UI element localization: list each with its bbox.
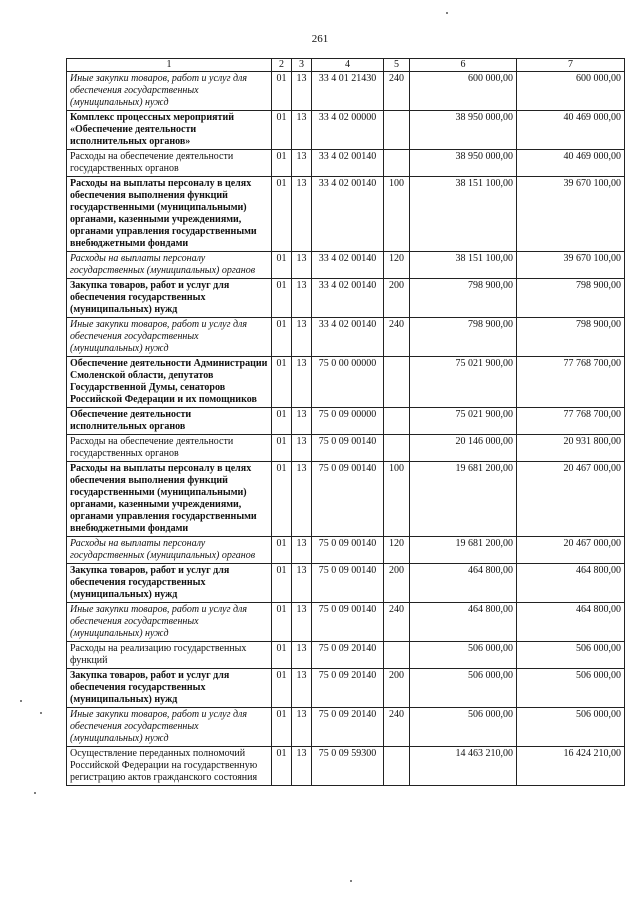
table-row [67, 279, 625, 318]
row-amount-year2: 40 469 000,00 [517, 111, 625, 150]
row-target-article: 33 4 02 00140 [312, 177, 384, 252]
row-amount-year2: 20 931 800,00 [517, 435, 625, 462]
row-amount-year1: 464 800,00 [410, 603, 517, 642]
row-subsection-code: 13 [292, 564, 312, 603]
column-header: 6 [410, 59, 517, 72]
budget-table [66, 58, 625, 786]
row-section-code: 01 [272, 252, 292, 279]
row-target-article: 75 0 09 00140 [312, 537, 384, 564]
row-amount-year2: 798 900,00 [517, 279, 625, 318]
row-expense-type: 200 [384, 669, 410, 708]
row-name: Иные закупки товаров, работ и услуг для обеспечения государственных (муниципальных) нужд [67, 708, 272, 747]
row-amount-year1: 75 021 900,00 [410, 408, 517, 435]
row-target-article: 33 4 01 21430 [312, 72, 384, 111]
row-expense-type [384, 150, 410, 177]
row-subsection-code: 13 [292, 603, 312, 642]
row-amount-year1: 19 681 200,00 [410, 537, 517, 564]
table-row [67, 72, 625, 111]
row-target-article: 33 4 02 00140 [312, 252, 384, 279]
row-subsection-code: 13 [292, 537, 312, 564]
column-header: 7 [517, 59, 625, 72]
row-subsection-code: 13 [292, 435, 312, 462]
row-section-code: 01 [272, 408, 292, 435]
row-target-article: 75 0 09 00140 [312, 462, 384, 537]
row-name: Расходы на реализацию государственных функций [67, 642, 272, 669]
row-target-article: 75 0 09 00140 [312, 603, 384, 642]
row-amount-year1: 38 151 100,00 [410, 252, 517, 279]
column-header: 1 [67, 59, 272, 72]
table-row [67, 669, 625, 708]
row-amount-year1: 506 000,00 [410, 642, 517, 669]
row-target-article: 33 4 02 00000 [312, 111, 384, 150]
table-row [67, 603, 625, 642]
row-amount-year2: 40 469 000,00 [517, 150, 625, 177]
column-header: 2 [272, 59, 292, 72]
scan-speck [20, 700, 22, 702]
row-amount-year1: 506 000,00 [410, 669, 517, 708]
row-section-code: 01 [272, 708, 292, 747]
row-amount-year1: 506 000,00 [410, 708, 517, 747]
row-name: Обеспечение деятельности исполнительных органов [67, 408, 272, 435]
row-name: Иные закупки товаров, работ и услуг для обеспечения государственных (муниципальных) нужд [67, 318, 272, 357]
row-expense-type [384, 408, 410, 435]
row-expense-type: 100 [384, 177, 410, 252]
row-name: Обеспечение деятельности Администрации Смоленской области, депутатов Государственной Думы, сенаторов Российской Федерации и их помощников [67, 357, 272, 408]
row-name: Закупка товаров, работ и услуг для обеспечения государственных (муниципальных) нужд [67, 564, 272, 603]
row-expense-type [384, 435, 410, 462]
row-section-code: 01 [272, 318, 292, 357]
scan-speck [34, 792, 36, 794]
row-subsection-code: 13 [292, 747, 312, 786]
row-target-article: 75 0 09 59300 [312, 747, 384, 786]
row-name: Расходы на выплаты персоналу государственных (муниципальных) органов [67, 537, 272, 564]
row-amount-year2: 39 670 100,00 [517, 177, 625, 252]
row-amount-year2: 16 424 210,00 [517, 747, 625, 786]
row-expense-type [384, 747, 410, 786]
row-amount-year2: 798 900,00 [517, 318, 625, 357]
row-target-article: 75 0 00 00000 [312, 357, 384, 408]
row-name: Иные закупки товаров, работ и услуг для обеспечения государственных (муниципальных) нужд [67, 72, 272, 111]
table-row [67, 747, 625, 786]
row-amount-year2: 506 000,00 [517, 708, 625, 747]
column-header: 5 [384, 59, 410, 72]
row-subsection-code: 13 [292, 177, 312, 252]
row-amount-year1: 38 950 000,00 [410, 150, 517, 177]
table-row [67, 252, 625, 279]
scan-speck [350, 880, 352, 882]
row-amount-year1: 20 146 000,00 [410, 435, 517, 462]
row-amount-year1: 38 151 100,00 [410, 177, 517, 252]
row-section-code: 01 [272, 177, 292, 252]
row-name: Расходы на выплаты персоналу в целях обеспечения выполнения функций государственными (муниципальными) органами, казенными учреждениями, органами управления государственными внебюджетными фондами [67, 462, 272, 537]
row-target-article: 75 0 09 00140 [312, 564, 384, 603]
table-row [67, 318, 625, 357]
row-amount-year1: 464 800,00 [410, 564, 517, 603]
row-amount-year2: 20 467 000,00 [517, 537, 625, 564]
row-target-article: 75 0 09 20140 [312, 708, 384, 747]
row-expense-type: 120 [384, 537, 410, 564]
column-header: 4 [312, 59, 384, 72]
row-name: Расходы на обеспечение деятельности государственных органов [67, 150, 272, 177]
table-row [67, 408, 625, 435]
table-row [67, 111, 625, 150]
row-section-code: 01 [272, 462, 292, 537]
table-row [67, 564, 625, 603]
row-section-code: 01 [272, 150, 292, 177]
row-name: Комплекс процессных мероприятий «Обеспечение деятельности исполнительных органов» [67, 111, 272, 150]
scan-speck [40, 712, 42, 714]
row-amount-year2: 77 768 700,00 [517, 408, 625, 435]
row-target-article: 75 0 09 00000 [312, 408, 384, 435]
row-target-article: 33 4 02 00140 [312, 318, 384, 357]
row-section-code: 01 [272, 279, 292, 318]
row-expense-type [384, 642, 410, 669]
row-section-code: 01 [272, 357, 292, 408]
row-expense-type: 100 [384, 462, 410, 537]
row-subsection-code: 13 [292, 357, 312, 408]
table-row [67, 357, 625, 408]
row-amount-year1: 798 900,00 [410, 279, 517, 318]
row-amount-year1: 75 021 900,00 [410, 357, 517, 408]
row-target-article: 33 4 02 00140 [312, 150, 384, 177]
row-amount-year2: 600 000,00 [517, 72, 625, 111]
row-expense-type [384, 111, 410, 150]
row-target-article: 75 0 09 00140 [312, 435, 384, 462]
row-subsection-code: 13 [292, 408, 312, 435]
row-expense-type: 240 [384, 708, 410, 747]
row-subsection-code: 13 [292, 150, 312, 177]
row-name: Расходы на выплаты персоналу в целях обеспечения выполнения функций государственными (муниципальными) органами, казенными учреждениями, органами управления государственными внебюджетными фондами [67, 177, 272, 252]
table-row [67, 435, 625, 462]
row-amount-year1: 14 463 210,00 [410, 747, 517, 786]
row-amount-year2: 506 000,00 [517, 642, 625, 669]
row-expense-type: 200 [384, 279, 410, 318]
row-section-code: 01 [272, 603, 292, 642]
table-row [67, 150, 625, 177]
row-section-code: 01 [272, 435, 292, 462]
table-row [67, 177, 625, 252]
table-body [67, 72, 625, 786]
row-subsection-code: 13 [292, 318, 312, 357]
row-name: Закупка товаров, работ и услуг для обеспечения государственных (муниципальных) нужд [67, 669, 272, 708]
row-amount-year1: 19 681 200,00 [410, 462, 517, 537]
row-amount-year2: 464 800,00 [517, 603, 625, 642]
row-section-code: 01 [272, 111, 292, 150]
row-target-article: 75 0 09 20140 [312, 669, 384, 708]
row-amount-year2: 39 670 100,00 [517, 252, 625, 279]
row-name: Осуществление переданных полномочий Российской Федерации на государственную регистрацию актов гражданского состояния [67, 747, 272, 786]
row-name: Расходы на выплаты персоналу государственных (муниципальных) органов [67, 252, 272, 279]
row-section-code: 01 [272, 642, 292, 669]
row-expense-type: 240 [384, 72, 410, 111]
row-amount-year1: 798 900,00 [410, 318, 517, 357]
table-row [67, 462, 625, 537]
row-subsection-code: 13 [292, 708, 312, 747]
row-subsection-code: 13 [292, 111, 312, 150]
row-subsection-code: 13 [292, 72, 312, 111]
page-number: 261 [311, 33, 329, 45]
row-amount-year2: 506 000,00 [517, 669, 625, 708]
row-target-article: 75 0 09 20140 [312, 642, 384, 669]
row-subsection-code: 13 [292, 279, 312, 318]
row-expense-type: 120 [384, 252, 410, 279]
table-row [67, 537, 625, 564]
row-expense-type: 240 [384, 318, 410, 357]
row-amount-year1: 38 950 000,00 [410, 111, 517, 150]
row-name: Иные закупки товаров, работ и услуг для обеспечения государственных (муниципальных) нужд [67, 603, 272, 642]
row-name: Расходы на обеспечение деятельности государственных органов [67, 435, 272, 462]
table-row [67, 642, 625, 669]
row-amount-year1: 600 000,00 [410, 72, 517, 111]
row-amount-year2: 20 467 000,00 [517, 462, 625, 537]
row-name: Закупка товаров, работ и услуг для обеспечения государственных (муниципальных) нужд [67, 279, 272, 318]
row-section-code: 01 [272, 564, 292, 603]
row-amount-year2: 77 768 700,00 [517, 357, 625, 408]
row-expense-type: 200 [384, 564, 410, 603]
row-target-article: 33 4 02 00140 [312, 279, 384, 318]
column-header: 3 [292, 59, 312, 72]
row-expense-type [384, 357, 410, 408]
row-section-code: 01 [272, 537, 292, 564]
table-header-row [67, 59, 625, 72]
row-subsection-code: 13 [292, 252, 312, 279]
row-subsection-code: 13 [292, 462, 312, 537]
row-subsection-code: 13 [292, 669, 312, 708]
row-section-code: 01 [272, 747, 292, 786]
row-expense-type: 240 [384, 603, 410, 642]
row-section-code: 01 [272, 72, 292, 111]
scan-speck [446, 12, 448, 14]
row-amount-year2: 464 800,00 [517, 564, 625, 603]
table-row [67, 708, 625, 747]
row-section-code: 01 [272, 669, 292, 708]
row-subsection-code: 13 [292, 642, 312, 669]
